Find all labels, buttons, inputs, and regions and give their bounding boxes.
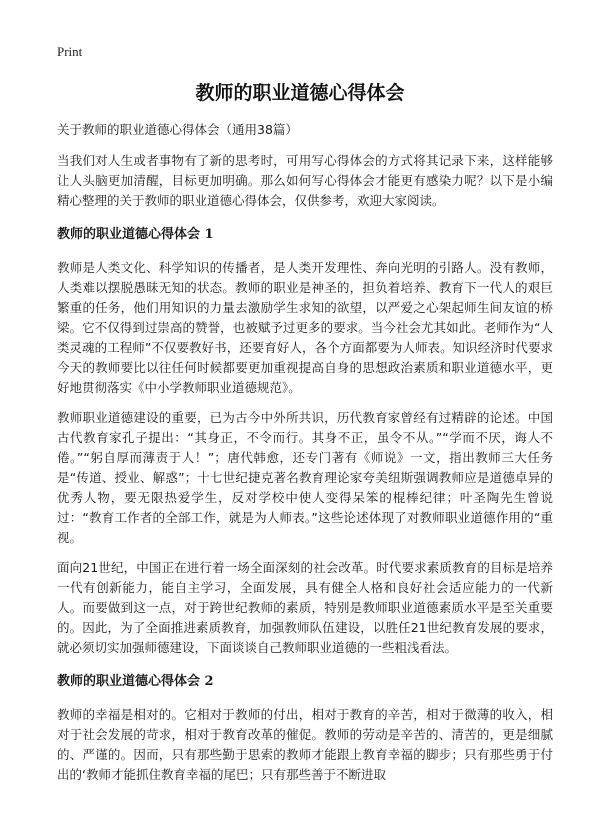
section-heading: 教师的职业道德心得体会 1 — [57, 227, 214, 242]
print-link[interactable]: Print — [57, 44, 83, 59]
section-paragraph: 面向21世纪，中国正在进行着一场全面深刻的社会改革。时代要求素质教育的目标是培养一代有创新能力，能自主学习，全面发展，具有健全人格和良好社会适应能力的一代新人。而要做到这一点，对于跨世纪教师的素质，特别是教师职业道德素质水平是至关重要的。因此，为了全面推进素质教育，加强教师队伍建设，以胜任21世纪教育发展的要求，就必须切实加强师德建设，下面谈谈自己教师职业道德的一些粗浅看法。 — [57, 560, 553, 655]
article-body — [57, 120, 553, 795]
page-title: 教师的职业道德心得体会 — [195, 82, 405, 104]
intro-paragraph: 当我们对人生或者事物有了新的思考时，可用写心得体会的方式将其记录下来，这样能够让人头脑更加清醒，目标更加明确。那么如何写心得体会才能更有感染力呢？以下是小编精心整理的关于教师的职业道德心得体会，仅供参考，欢迎大家阅读。 — [57, 153, 553, 208]
section-paragraph: 教师的幸福是相对的。它相对于教师的付出，相对于教育的辛苦，相对于微薄的收入，相对于社会发展的苛求，相对于教育改革的催促。教师的劳动是辛苦的、清苦的，更是细腻的、严谨的。因而，只有那些勤于思索的教师才能跟上教育幸福的脚步；只有那些勇于付出的‘教师才能抓住教育幸福的尾巴；只有那些善于不断进取 — [57, 707, 553, 782]
section-paragraph: 教师职业道德建设的重要，已为古今中外所共识，历代教育家曾经有过精辟的论述。中国古代教育家孔子提出：“其身正，不令而行。其身不正，虽令不从。”“学而不厌，诲人不倦。”“躬自厚而薄责于人！”；唐代韩愈，还专门著有《师说》一文，指出教师三大任务是“传道、授业、解惑”；十七世纪捷克著名教育理论家夸美纽斯强调教师应是道德卓异的优秀人物，要无限热爱学生，反对学校中使人变得呆笨的棍棒纪律；叶圣陶先生曾说过：“教育工作者的全部工作，就是为人师表。”这些论述体现了对教师职业道德作用的“重视。 — [57, 410, 553, 545]
section-paragraph: 教师是人类文化、科学知识的传播者，是人类开发理性、奔向光明的引路人。没有教师，人类难以摆脱愚昧无知的状态。教师的职业是神圣的，担负着培养、教育下一代人的艰巨繁重的任务，他们用知识的力量去激励学生求知的欲望，以严爱之心架起师生间友谊的桥梁。它不仅得到过崇高的赞誉，也被赋予过更多的要求。当今社会尤其如此。老师作为“人类灵魂的工程师”不仅要教好书，还要育好人，各个方面都要为人师表。知识经济时代要求今天的教师要比以往任何时候都要更加重视提高自身的思想政治素质和职业道德水平，更好地贯彻落实《中小学教师职业道德规范》。 — [57, 260, 553, 395]
article-subtitle: 关于教师的职业道德心得体会（通用38篇） — [57, 122, 298, 137]
section-heading: 教师的职业道德心得体会 2 — [57, 674, 214, 689]
